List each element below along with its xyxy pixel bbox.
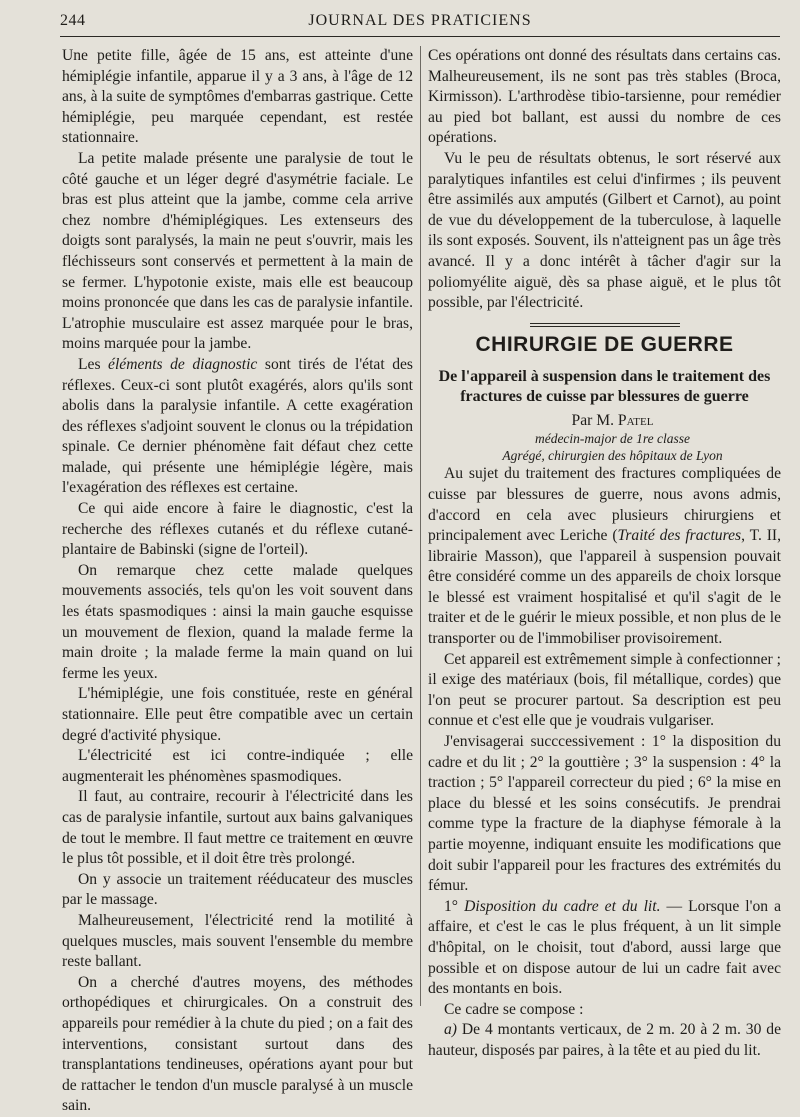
paragraph: L'hémiplégie, une fois constituée, reste en général stationnaire. Elle peut être compatible avec un certain degré d'activité physique. xyxy=(62,685,413,744)
page-number: 244 xyxy=(60,12,86,29)
item-letter: a) xyxy=(444,1021,457,1039)
paragraph: Ces opérations ont donné des résultats dans certains cas. Malheureusement, ils ne sont pas très stables (Broca, Kirmisson). L'arthrodèse tibio-tarsienne, pour remédier au pied bot ballant, est aussi du nombre de ces opérations. xyxy=(428,47,781,147)
italic-lead: éléments de diagnostic xyxy=(108,355,258,373)
paragraph: La petite malade présente une paralysie de tout le côté gauche et un léger degré d'asymétrie faciale. Le bras est plus atteint que la jambe, comme cela arrive chez nombre d'hémiplégiques. Les extenseurs des doigts sont paralysés, la main ne peut s'ouvrir, mais les fléchisseurs sont conservés et permettent à la main de se fermer. L'hypotonie existe, mais elle est beaucoup moins prononcée que dans les cas de paralysie infantile. L'atrophie musculaire est assez marquée pour le bras, moins marquée pour la jambe. xyxy=(62,149,413,353)
paragraph xyxy=(62,355,413,499)
paragraph: J'envisagerai succcessivement : 1° la disposition du cadre et du lit ; 2° la gouttière ; 3° la suspension : 4° la traction ; 5° l'appareil correcteur du pied ; 6° la mise en place du blessé et les soins consécutifs. Je prendrai comme type la fracture de la diaphyse fémorale à la partie moyenne, indiquant ensuite les modifications que doit subir l'appareil pour les fractures des extrémités du fémur. xyxy=(428,733,781,895)
section-separator xyxy=(530,323,680,327)
paragraph: On remarque chez cette malade quelques mouvements associés, tels qu'on les voit souvent dans les états spasmodiques : ainsi la main gauche esquisse un mouvement de flexion, quand la malade ferme la main droite ; la malade ferme la main quand on lui ferme les yeux. xyxy=(62,561,413,682)
journal-title: JOURNAL DES PRATICIENS xyxy=(308,12,532,29)
paragraph: Ce qui aide encore à faire le diagnostic, c'est la recherche des réflexes cutanés et du réflexe cutané-plantaire de Babinski (signe de l'orteil). xyxy=(62,500,413,559)
paragraph: L'électricité est ici contre-indiquée ; elle augmenterait les phénomènes spasmodiques. xyxy=(62,747,413,785)
paragraph xyxy=(428,464,781,649)
column-divider xyxy=(420,46,421,1006)
right-column xyxy=(428,46,781,1062)
paragraph: Il faut, au contraire, recourir à l'électricité dans les cas de paralysie infantile, surtout aux bains galvaniques de tout le membre. Il faut mettre ce traitement en œuvre le plus tôt possible, et il doit être très prolongé. xyxy=(62,788,413,868)
left-column xyxy=(62,46,413,1117)
author-affiliation: Agrégé, chirurgien des hôpitaux de Lyon xyxy=(502,448,723,464)
lead-prefix: Les xyxy=(78,355,109,373)
paragraph-text: Au sujet du traitement des fractures compliquées de cuisse par blessures de guerre, nous avons admis, d'accord en cela avec plusieurs chirurgiens et principalement avec Leriche ( xyxy=(428,465,781,545)
section-title: CHIRURGIE DE GUERRE xyxy=(475,332,734,356)
paragraph: On a cherché d'autres moyens, des méthodes orthopédiques et chirurgicales. On a construit des appareils pour remédier à la chute du pied ; on a fait des interventions, consistant surtout dans des transplantations tendineuses, opérations ayant pour but de rattacher le tendon d'un muscle paralysé à un muscle sain. xyxy=(62,973,413,1115)
paragraph-text: — Lorsque l'on a affaire, et c'est le cas le plus fréquent, à un lit simple d'hôpital, on le choisit, tout d'abord, aussi large que possible et on dispose autour de lui un cadre fait avec des montants en bois. xyxy=(428,897,781,998)
article-title: De l'appareil à suspension dans le traitement des fractures de cuisse par blessures de guerre xyxy=(438,368,771,406)
paragraph: Ce cadre se compose : xyxy=(444,1000,584,1018)
byline-prefix: Par M. xyxy=(571,412,614,430)
author-name: Patel xyxy=(617,412,654,430)
paragraph: Cet appareil est extrêmement simple à confectionner ; il exige des matériaux (bois, fil métallique, cordes) que l'on peut se procurer partout. Sa description est peu connue et c'est elle que je voudrais vulgariser. xyxy=(428,650,781,730)
italic-ref: Traité des fractures xyxy=(617,527,742,545)
paragraph: Vu le peu de résultats obtenus, le sort réservé aux paralytiques infantiles est celui d'infirmes ; ils peuvent être assimilés aux amputés (Gilbert et Carnot), au point de vue du développement de la tuberculose, à laquelle ils sont exposés. Souvent, ils n'atteignent pas un âge très avancé. Il y a donc intérêt à tâcher d'agir sur la poliomyélite aiguë, dès sa phase aiguë, et le plus tôt possible, par l'électricité. xyxy=(428,149,781,312)
paragraph xyxy=(428,897,781,1000)
paragraph-text: , T. II, librairie Masson), que l'appareil à suspension pouvait être considéré comme un des appareils de choix lorsque le blessé est vraiment hospitalisé et qu'il s'agit de le traiter et de le guérir le mieux possible, et non plus de le transporter ou de l'immobiliser provisoirement. xyxy=(428,527,782,648)
paragraph-text: De 4 montants verticaux, de 2 m. 20 à 2 m. 30 de hauteur, disposés par paires, à la tête et au pied du lit. xyxy=(428,1021,781,1059)
paragraph xyxy=(428,1020,781,1061)
item-number: 1° xyxy=(444,897,459,915)
byline xyxy=(428,411,781,430)
author-role: médecin-major de 1re classe xyxy=(534,431,691,447)
italic-heading: Disposition du cadre et du lit. xyxy=(464,897,661,915)
paragraph: Malheureusement, l'électricité rend la motilité à quelques muscles, mais souvent l'ensemble du membre reste ballant. xyxy=(62,911,413,971)
paragraph: On y associe un traitement rééducateur des muscles par le massage. xyxy=(62,870,413,909)
paragraph-text: sont tirés de l'état des réflexes. Ceux-ci sont plutôt exagérés, alors qu'ils sont abolis dans la paralysie infantile. A cette exagération des réflexes s'adjoint souvent le clonus ou la trépidation spinale. Ce dernier phénomène fait défaut chez cette malade, qui présente une hémiplégie légère, mais l'exagération des réflexes est certaine. xyxy=(62,355,413,497)
page-header xyxy=(60,10,780,37)
paragraph: Une petite fille, âgée de 15 ans, est atteinte d'une hémiplégie infantile, apparue il y a 3 ans, à l'âge de 12 ans, à la suite de symptômes d'embarras gastrique. Cette hémiplégie, peu marquée cependant, est restée stationnaire. xyxy=(62,47,413,147)
